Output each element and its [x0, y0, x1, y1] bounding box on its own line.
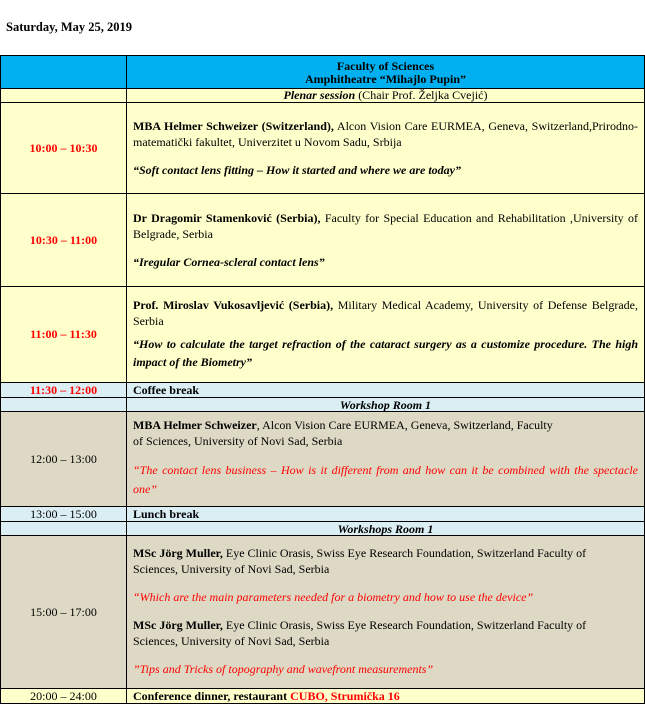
venue-row	[1, 56, 645, 89]
talk-title: “The contact lens business – How is it different from and how can it be combined with the spectacle one”	[133, 462, 638, 496]
plenary-time: 10:30 – 11:00	[1, 194, 127, 287]
venue-line2: Amphitheatre “Mihajlo Pupin”	[304, 72, 467, 86]
venue-cell	[127, 56, 645, 89]
workshop-row	[1, 536, 645, 689]
talk-title: “How to calculate the target refraction of the cataract surgery as a customize procedure. The high impact of the Biometry”	[133, 337, 638, 369]
speaker-name: Prof. Miroslav Vukosavljević (Serbia),	[133, 298, 334, 312]
plenar-chair: (Chair Prof. Željka Cvejić)	[355, 88, 488, 102]
coffee-time: 11:30 – 12:00	[1, 383, 127, 398]
lunch-row	[1, 507, 645, 522]
workshops-room-row	[1, 522, 645, 536]
schedule-table	[0, 55, 645, 704]
lunch-label: Lunch break	[127, 507, 645, 522]
plenary-row	[1, 103, 645, 194]
speaker-name: MBA Helmer Schweizer	[133, 417, 257, 432]
plenar-cell	[127, 89, 645, 103]
plenar-time-cell	[1, 89, 127, 103]
workshop-content	[127, 536, 645, 689]
dinner-place: CUBO, Strumička 16	[290, 688, 400, 703]
workshop-time: 12:00 – 13:00	[1, 412, 127, 507]
dinner-row	[1, 689, 645, 704]
workshop-room-label: Workshop Room 1	[127, 398, 645, 412]
dinner-label: Conference dinner, restaurant	[133, 688, 291, 703]
plenary-content	[127, 103, 645, 194]
plenary-row	[1, 287, 645, 383]
speaker-name: MSc Jörg Muller,	[133, 617, 223, 632]
workshop-time: 15:00 – 17:00	[1, 536, 127, 689]
speaker-affiliation: Military Medical Academy, University of Defense Belgrade, Serbia	[133, 298, 639, 328]
workshops-room-time-cell	[1, 522, 127, 536]
workshop-room-time-cell	[1, 398, 127, 412]
talk-title: “Soft contact lens fitting – How it started and where we are today”	[133, 162, 462, 177]
talk-title: “Iregular Cornea-scleral contact lens”	[133, 254, 325, 269]
plenary-time: 11:00 – 11:30	[1, 287, 127, 383]
page-date: Saturday, May 25, 2019	[6, 20, 133, 34]
plenary-content	[127, 194, 645, 287]
coffee-label: Coffee break	[127, 383, 645, 398]
venue-line1: Faculty of Sciences	[336, 59, 435, 73]
speaker-affiliation: Faculty for Special Education and Rehabilitation ,University of Belgrade, Serbia	[133, 210, 638, 241]
venue-time-cell	[1, 56, 127, 89]
talk-title: ”Tips and Tricks of topography and wavefront measurements”	[133, 661, 434, 676]
plenary-content	[127, 287, 645, 383]
speaker-name: MBA Helmer Schweizer (Switzerland),	[133, 118, 334, 133]
plenary-row	[1, 194, 645, 287]
speaker-affiliation: Eye Clinic Orasis, Swiss Eye Research Foundation, Switzerland Faculty of Sciences, University of Novi Sad, Serbia	[133, 545, 587, 576]
workshop-content	[127, 412, 645, 507]
speaker-name: MSc Jörg Muller,	[133, 545, 223, 560]
speaker-affiliation: Alcon Vision Care EURMEA, Geneva, Switzerland,Prirodno-matematički fakultet, Univerzitet u Novom Sadu, Srbija	[133, 118, 638, 149]
dinner-time: 20:00 – 24:00	[1, 689, 127, 704]
plenary-time: 10:00 – 10:30	[1, 103, 127, 194]
talk-title: “Which are the main parameters needed for a biometry and how to use the device”	[133, 589, 534, 604]
coffee-row	[1, 383, 645, 398]
speaker-affiliation: Eye Clinic Orasis, Swiss Eye Research Foundation, Switzerland Faculty of Sciences, University of Novi Sad, Serbia	[133, 617, 587, 648]
dinner-cell	[127, 689, 645, 704]
speaker-affiliation: , Alcon Vision Care EURMEA, Geneva, Switzerland, Faculty of Sciences, University of Novi Sad, Serbia	[133, 417, 553, 448]
lunch-time: 13:00 – 15:00	[1, 507, 127, 522]
plenar-label: Plenar session	[283, 88, 356, 102]
plenar-row	[1, 89, 645, 103]
workshops-room-label: Workshops Room 1	[127, 522, 645, 536]
speaker-name: Dr Dragomir Stamenković (Serbia),	[133, 210, 321, 225]
workshop-row	[1, 412, 645, 507]
workshop-room-row	[1, 398, 645, 412]
